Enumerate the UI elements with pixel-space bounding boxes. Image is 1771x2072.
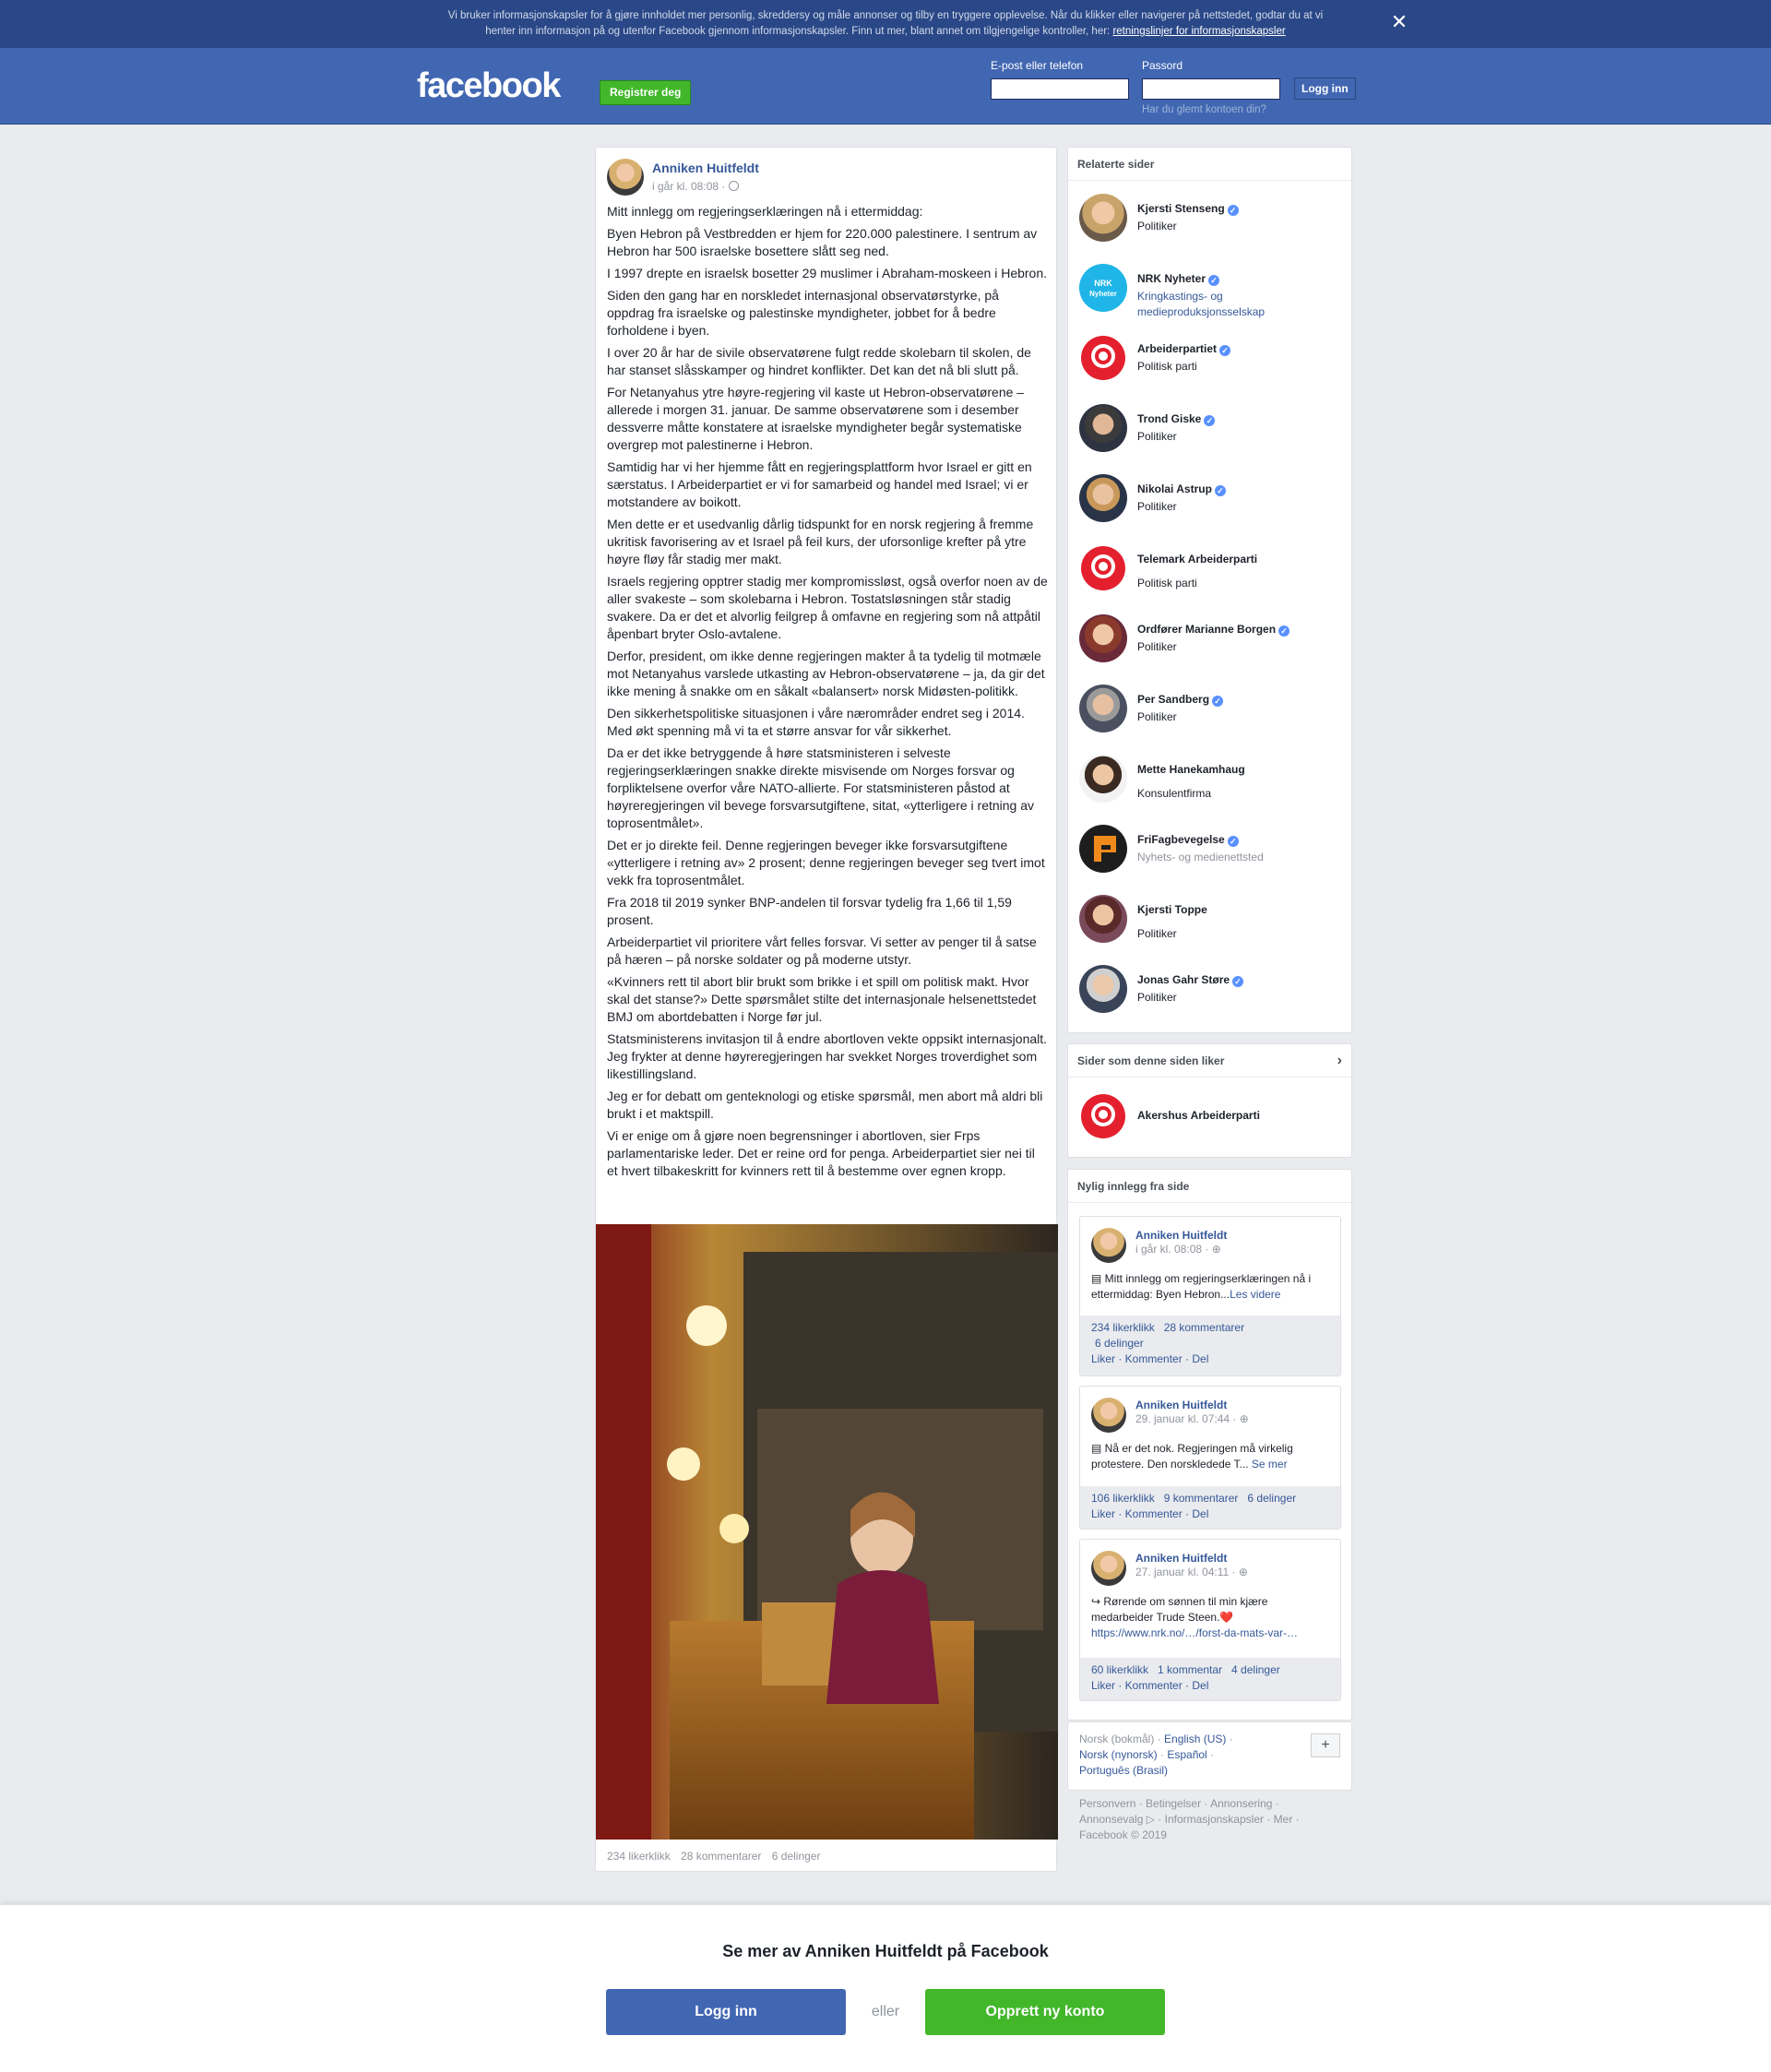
- avatar[interactable]: [1091, 1398, 1126, 1433]
- recent-post-text: ↪ Rørende om sønnen til min kjære medarbeider Trude Steen.❤️ https://www.nrk.no/…/forst-da-mats-var-…: [1091, 1595, 1299, 1639]
- verified-badge-icon: ✓: [1278, 625, 1290, 637]
- post-card: [595, 147, 1057, 1872]
- email-label: E-post eller telefon: [991, 59, 1084, 72]
- post-paragraph: For Netanyahus ytre høyre-regjering vil kaste ut Hebron-observatørene – allerede i morgen 31. januar. De samme observatørene som i desember dessverre måtte konstatere at israelske myndigheter begår systematiske overgrep mot palestinerne i Hebron.: [607, 385, 1025, 452]
- lang-portuguese[interactable]: Português (Brasil): [1079, 1764, 1169, 1777]
- avatar[interactable]: [607, 159, 644, 196]
- related-page-category: Konsulentfirma: [1137, 787, 1212, 800]
- related-page-name[interactable]: Nikolai Astrup ✓: [1137, 482, 1226, 496]
- related-page-category: Politisk parti: [1137, 577, 1197, 589]
- current-language: Norsk (bokmål): [1079, 1733, 1155, 1745]
- post-paragraph: Arbeiderpartiet vil prioritere vårt felles forsvar. Vi setter av penger til å satse på hæren – på norske soldater og på moderne utstyr.: [607, 935, 1037, 967]
- recent-post-time[interactable]: 29. januar kl. 07:44 · ⊕: [1135, 1412, 1249, 1425]
- language-card: [1067, 1721, 1352, 1791]
- related-page-name[interactable]: Jonas Gahr Støre ✓: [1137, 973, 1243, 987]
- related-page-name[interactable]: NRK Nyheter ✓: [1137, 272, 1219, 286]
- recent-post-time[interactable]: i går kl. 08:08 · ⊕: [1135, 1243, 1221, 1256]
- svg-text:NRK: NRK: [1094, 279, 1112, 288]
- related-page-name[interactable]: FriFagbevegelse ✓: [1137, 833, 1239, 847]
- verified-badge-icon: ✓: [1232, 976, 1243, 987]
- related-page-item[interactable]: [1079, 544, 1356, 592]
- copyright: Facebook © 2019: [1079, 1828, 1167, 1841]
- avatar[interactable]: [1079, 474, 1127, 522]
- signup-prompt-bar: [0, 1904, 1771, 2072]
- like-count[interactable]: 60 likerklikk: [1091, 1663, 1149, 1676]
- akershus-ap-logo: [1079, 1092, 1127, 1140]
- post-paragraph: Vi er enige om å gjøre noen begrensninger i abortloven, sier Frps parlamentariske leder. Det er reine ord for penga. Arbeiderpartiet sier nei til et hvert tilbakeskritt for kvinners rett til å bestemme over egnen kropp.: [607, 1128, 1035, 1178]
- related-page-name[interactable]: Trond Giske ✓: [1137, 412, 1215, 426]
- related-page-category[interactable]: Kringkastings- og medieproduksjonsselskap: [1137, 290, 1266, 318]
- comment-count[interactable]: 9 kommentarer: [1163, 1492, 1239, 1505]
- recent-post[interactable]: [1079, 1386, 1341, 1530]
- read-more-link[interactable]: Les videre: [1230, 1288, 1281, 1301]
- svg-text:Nyheter: Nyheter: [1089, 290, 1117, 298]
- comment-count[interactable]: 28 kommentarer: [681, 1850, 762, 1863]
- more-languages-button[interactable]: +: [1311, 1733, 1340, 1757]
- related-page-category: Politiker: [1137, 710, 1177, 723]
- related-page-category: Politisk parti: [1137, 360, 1197, 373]
- nrk-link[interactable]: https://www.nrk.no/…/forst-da-mats-var-…: [1091, 1626, 1299, 1639]
- recent-post-footer: [1080, 1658, 1340, 1700]
- verified-badge-icon: ✓: [1219, 345, 1230, 356]
- footer-links: [1079, 1796, 1337, 1843]
- post-paragraph: Byen Hebron på Vestbredden er hjem for 220.000 palestinere. I sentrum av Hebron har 500 israelske bosettere slått seg ned.: [607, 226, 1038, 258]
- share-count[interactable]: 6 delinger: [1095, 1337, 1144, 1350]
- related-page-item[interactable]: [1079, 404, 1356, 452]
- post-timestamp[interactable]: i går kl. 08:08 ·: [652, 180, 739, 193]
- parliament-photo: [596, 1224, 1058, 1840]
- related-page-item[interactable]: [1079, 685, 1356, 732]
- cookie-text: Vi bruker informasjonskapsler for å gjøre innholdet mer personlig, skreddersy og måle annonser og tilby en tryggere opplevelse. Når du klikker eller navigerer på nettstedet, godtar du at vi henter inn informasjon på og utenfor Facebook gjennom informasjonskapsler. Finn ut mer, blant annet om tilgjengelige kontroller, her: retningslinjer for informasjonskapsler: [447, 10, 1324, 37]
- post-actions[interactable]: Liker · Kommenter · Del: [1091, 1352, 1209, 1365]
- comment-count[interactable]: 28 kommentarer: [1163, 1321, 1245, 1334]
- globe-icon: ⊕: [1239, 1412, 1249, 1425]
- related-page-name[interactable]: Telemark Arbeiderparti: [1137, 553, 1258, 566]
- see-more-link[interactable]: Se mer: [1251, 1458, 1288, 1471]
- verified-badge-icon: ✓: [1228, 205, 1239, 216]
- related-page-name[interactable]: Per Sandberg ✓: [1137, 693, 1223, 707]
- document-icon: ▤: [1091, 1442, 1105, 1455]
- post-paragraph: Det er jo direkte feil. Denne regjeringen beveger ikke forsvarsutgiftene «ytterligere i retning av» 2 prosent; denne regjeringen beveger seg tvert imot vekk fra toprosentmålet.: [607, 838, 1045, 887]
- recent-post[interactable]: [1079, 1539, 1341, 1701]
- share-count[interactable]: 4 delinger: [1231, 1663, 1280, 1676]
- post-paragraph: Fra 2018 til 2019 synker BNP-andelen til forsvar tydelig fra 1,66 til 1,59 prosent.: [607, 895, 1012, 927]
- related-page-item[interactable]: [1079, 474, 1356, 522]
- verified-badge-icon: ✓: [1228, 836, 1239, 847]
- recent-post-text: ▤ Nå er det nok. Regjeringen må virkelig protestere. Den norskledede T... Se mer: [1091, 1442, 1293, 1471]
- avatar[interactable]: [1091, 1551, 1126, 1586]
- cookie-policy-link[interactable]: retningslinjer for informasjonskapsler: [1112, 26, 1286, 37]
- post-paragraph: Derfor, president, om ikke denne regjeringen makter å ta tydelig til motmæle mot Netanyahus varslede utkasting av Hebron-observatørene – ja, da gir det ikke mening å snakke om en såkalt «balansert» norsk Midøsten-politikk.: [607, 649, 1045, 698]
- related-pages-title: Relaterte sider: [1068, 148, 1351, 181]
- footer-nav[interactable]: Personvern · Betingelser · Annonsering · Annonsevalg ▷ · Informasjonskapsler · Mer ·: [1079, 1797, 1300, 1826]
- share-icon: ↪: [1091, 1595, 1104, 1608]
- lang-spanish[interactable]: Español: [1167, 1748, 1207, 1761]
- related-page-category: Politiker: [1137, 220, 1177, 232]
- related-page-item[interactable]: [1079, 194, 1356, 242]
- liked-page-item[interactable]: [1079, 1092, 1356, 1140]
- verified-badge-icon: ✓: [1212, 696, 1223, 707]
- recent-post-footer: [1080, 1486, 1340, 1529]
- related-page-category: Nyhets- og medienettsted: [1137, 851, 1264, 863]
- verified-badge-icon: ✓: [1208, 275, 1219, 286]
- post-author[interactable]: Anniken Huitfeldt: [652, 161, 759, 175]
- close-icon[interactable]: ✕: [1390, 10, 1408, 33]
- related-page-name[interactable]: Kjersti Toppe: [1137, 903, 1207, 916]
- avatar[interactable]: [1091, 1228, 1126, 1263]
- lang-english[interactable]: English (US): [1164, 1733, 1227, 1745]
- post-paragraph: Samtidig har vi her hjemme fått en regjeringsplattform hvor Israel er gitt en særstatus. I Arbeiderpartiet er vi for samarbeid og handel med Israel; vi er motstandere av boikott.: [607, 459, 1032, 509]
- related-page-item[interactable]: [1079, 334, 1356, 382]
- post-body: [607, 203, 1048, 1185]
- liked-pages-title[interactable]: Sider som denne siden liker ›: [1068, 1044, 1351, 1078]
- related-page-name[interactable]: Arbeiderpartiet ✓: [1137, 342, 1230, 356]
- globe-icon: ⊕: [1211, 1243, 1221, 1256]
- register-button[interactable]: Registrer deg: [600, 80, 691, 105]
- related-page-item[interactable]: [1079, 755, 1356, 803]
- globe-icon: ⊕: [1238, 1566, 1248, 1578]
- share-count[interactable]: 6 delinger: [771, 1850, 821, 1863]
- related-page-item[interactable]: [1079, 614, 1356, 662]
- related-page-category: Politiker: [1137, 430, 1177, 443]
- recent-posts-title: Nylig innlegg fra side: [1068, 1170, 1351, 1203]
- post-paragraph: I 1997 drepte en israelsk bosetter 29 muslimer i Abraham-moskeen i Hebron.: [607, 266, 1048, 280]
- related-page-item[interactable]: [1079, 825, 1356, 873]
- globe-icon: [729, 181, 739, 191]
- recent-post-text: ▤ Mitt innlegg om regjeringserklæringen nå i ettermiddag: Byen Hebron...Les videre: [1091, 1272, 1312, 1301]
- post-photo[interactable]: [596, 1224, 1058, 1840]
- login-button[interactable]: Logg inn: [1294, 77, 1356, 100]
- related-page-category: Politiker: [1137, 927, 1177, 940]
- comment-count[interactable]: 1 kommentar: [1158, 1663, 1223, 1676]
- related-page-item[interactable]: [1079, 895, 1356, 943]
- document-icon: ▤: [1091, 1272, 1105, 1285]
- post-actions[interactable]: Liker · Kommenter · Del: [1091, 1507, 1209, 1520]
- top-header: [0, 48, 1771, 125]
- password-label: Passord: [1142, 59, 1183, 72]
- avatar[interactable]: [1079, 614, 1127, 662]
- related-page-name[interactable]: Kjersti Stenseng ✓: [1137, 202, 1239, 216]
- post-paragraph: Siden den gang har en norskledet internasjonal observatørstyrke, på oppdrag fra israelske og palestinske myndigheter, jobbet for å bedre forholdene i byen.: [607, 288, 999, 338]
- recent-post[interactable]: [1079, 1216, 1341, 1376]
- post-paragraph: Mitt innlegg om regjeringserklæringen nå i ettermiddag:: [607, 204, 923, 219]
- lang-nynorsk[interactable]: Norsk (nynorsk): [1079, 1748, 1158, 1761]
- recent-post-time[interactable]: 27. januar kl. 04:11 · ⊕: [1135, 1566, 1248, 1578]
- or-separator: eller: [871, 2004, 900, 2019]
- recent-post-footer: [1080, 1316, 1340, 1375]
- create-account-button[interactable]: Opprett ny konto: [925, 1989, 1165, 2035]
- avatar[interactable]: [1079, 685, 1127, 732]
- like-count[interactable]: 106 likerklikk: [1091, 1492, 1155, 1505]
- post-paragraph: Jeg er for debatt om genteknologi og etiske spørsmål, men abort må aldri bli brukt i et maktspill.: [607, 1089, 1043, 1121]
- related-pages-card: [1067, 147, 1352, 1033]
- email-field[interactable]: [991, 78, 1129, 100]
- like-count[interactable]: 234 likerklikk: [1091, 1321, 1155, 1334]
- post-paragraph: I over 20 år har de sivile observatørene fulgt redde skolebarn til skolen, de har stanset slåsskamper og hindret konflikter. Det kan det nå bli slutt på.: [607, 345, 1031, 377]
- post-paragraph: «Kvinners rett til abort blir brukt som brikke i et spill om politisk makt. Hvor skal det stanse?» Dette spørsmålet stilte det internasjonale helsenettstedet BMJ om abortdebatten i Norge før jul.: [607, 974, 1037, 1024]
- post-paragraph: Den sikkerhetspolitiske situasjonen i våre nærområder endret seg i 2014. Med økt spenning må vi ta et større ansvar for vår sikkerhet.: [607, 706, 1025, 738]
- forgot-account-link[interactable]: Har du glemt kontoen din?: [1142, 104, 1266, 115]
- like-count[interactable]: 234 likerklikk: [607, 1850, 671, 1863]
- post-paragraph: Men dette er et usedvanlig dårlig tidspunkt for en norsk regjering å fremme ukritisk favorisering av et Israel på feil kurs, der uforsonlige krefter på ytre høyre fløy får stadig mer makt.: [607, 517, 1034, 566]
- post-actions[interactable]: Liker · Kommenter · Del: [1091, 1679, 1209, 1692]
- post-paragraph: Da er det ikke betryggende å høre statsministeren i selveste regjeringserklæringen snakke direkte misvisende om Norges forsvar og forpliktelsene overfor våre NATO-allierte. For statsministeren påstod at høyreregjeringen vil bevege forsvarsutgiftene, sitat, «ytterligere i retning av toprosentmålet».: [607, 745, 1035, 830]
- related-page-item[interactable]: [1079, 264, 1356, 318]
- liked-pages-card: [1067, 1043, 1352, 1158]
- facebook-logo[interactable]: facebook: [417, 66, 560, 105]
- frifagbevegelse-logo[interactable]: [1079, 825, 1127, 873]
- liked-page-name[interactable]: Akershus Arbeiderparti: [1137, 1109, 1260, 1122]
- avatar[interactable]: [1079, 404, 1127, 452]
- related-page-name[interactable]: Mette Hanekamhaug: [1137, 763, 1245, 776]
- avatar[interactable]: [1079, 194, 1127, 242]
- avatar[interactable]: [1079, 755, 1127, 803]
- avatar[interactable]: [1079, 965, 1127, 1013]
- recent-post-author[interactable]: Anniken Huitfeldt: [1135, 1399, 1228, 1411]
- post-paragraph: Israels regjering opptrer stadig mer kompromissløst, også overfor noen av de aller svakeste – som skolebarna i Hebron. Tostatsløsningen står stadig svakere. Da er det et alvorlig feilgrep å omfavne en regjering som nå attpåtil åpenbart bryter Oslo-avtalene.: [607, 574, 1048, 641]
- cookie-banner: [0, 0, 1771, 48]
- post-stats: [607, 1850, 827, 1863]
- verified-badge-icon: ✓: [1215, 485, 1226, 496]
- related-page-category: Politiker: [1137, 500, 1177, 513]
- avatar[interactable]: [1079, 895, 1127, 943]
- rose-logo[interactable]: [1079, 544, 1127, 592]
- verified-badge-icon: ✓: [1204, 415, 1215, 426]
- related-page-category: Politiker: [1137, 640, 1177, 653]
- recent-post-author[interactable]: Anniken Huitfeldt: [1135, 1552, 1228, 1565]
- signup-prompt-title: Se mer av Anniken Huitfeldt på Facebook: [722, 1942, 1049, 1960]
- recent-post-author[interactable]: Anniken Huitfeldt: [1135, 1229, 1228, 1242]
- post-paragraph: Statsministerens invitasjon til å endre abortloven vekte oppsikt internasjonalt. Jeg frykter at denne høyreregjeringen har svekket Norges troverdighet som likestillingsland.: [607, 1031, 1048, 1081]
- share-count[interactable]: 6 delinger: [1247, 1492, 1297, 1505]
- rose-logo[interactable]: [1079, 334, 1127, 382]
- language-list: Norsk (bokmål) · English (US) · Norsk (nynorsk) · Español · Português (Brasil): [1079, 1733, 1233, 1777]
- nrk-logo[interactable]: [1079, 264, 1127, 312]
- related-page-item[interactable]: [1079, 965, 1356, 1013]
- related-page-name[interactable]: Ordfører Marianne Borgen ✓: [1137, 623, 1290, 637]
- recent-posts-card: [1067, 1169, 1352, 1721]
- chevron-right-icon[interactable]: ›: [1337, 1053, 1342, 1068]
- bottom-login-button[interactable]: Logg inn: [606, 1989, 846, 2035]
- related-page-category: Politiker: [1137, 991, 1177, 1004]
- password-field[interactable]: [1142, 78, 1280, 100]
